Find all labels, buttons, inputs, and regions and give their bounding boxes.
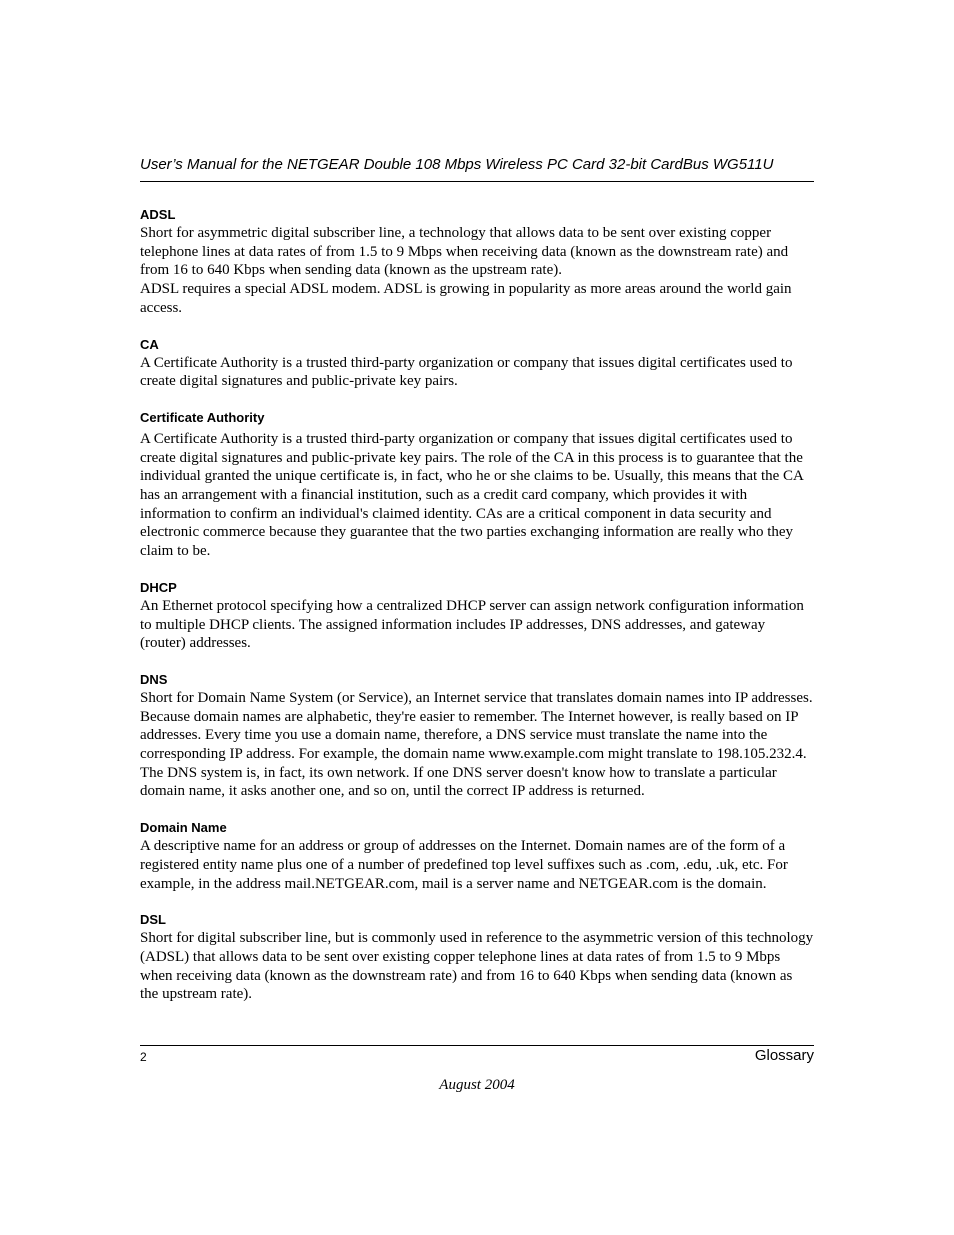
publication-date: August 2004: [439, 1077, 515, 1093]
glossary-entry-dhcp: [140, 579, 814, 653]
term-heading: ADSL: [140, 207, 176, 222]
glossary-entry-dns: [140, 671, 814, 801]
section-name: Glossary: [754, 1047, 814, 1064]
header-rule: [140, 181, 814, 182]
page-number: 2: [140, 1050, 147, 1064]
definition-paragraph: A Certificate Authority is a trusted third-party organization or company that issues digital certificates used to create digital signatures and public-private key pairs. The role of the CA in this process is to guarantee that the individual granted the unique certificate is, in fact, who he or she claims to be. Usually, this means that the CA has an arrangement with a financial institution, such as a credit card company, which provides it with information to confirm an individual's claimed identity. CAs are a critical component in data security and electronic commerce because they guarantee that the two parties exchanging information are really who they claim to be.: [140, 430, 804, 560]
term-heading: CA: [140, 336, 159, 352]
definition-paragraph: An Ethernet protocol specifying how a centralized DHCP server can assign network configuration information to multiple DHCP clients. The assigned information includes IP addresses, DNS addresses, and gateway (router) addresses.: [140, 597, 804, 652]
glossary-entry-certificate-authority: [140, 409, 814, 561]
term-heading: DSL: [140, 912, 166, 928]
definition-paragraph: A descriptive name for an address or group of addresses on the Internet. Domain names are of the form of a registered entity name plus one of a number of predefined top level suffixes such as .com, .edu, .uk, etc. For example, in the address mail.NETGEAR.com, mail is a server name and NETGEAR.com is the domain.: [140, 838, 788, 892]
term-heading: Certificate Authority: [140, 409, 265, 425]
definition-paragraph: Short for digital subscriber line, but is commonly used in reference to the asymmetric version of this technology (ADSL) that allows data to be sent over existing copper telephone lines at data rates of from 1.5 to 9 Mbps when receiving data (known as the downstream rate) and from 16 to 640 Kbps when sending data (known as the upstream rate).: [140, 930, 814, 1003]
glossary-entry-ca: [140, 336, 814, 391]
glossary-entry-adsl: [140, 206, 814, 318]
glossary-entry-dsl: [140, 911, 814, 1004]
definition-paragraph: ADSL requires a special ADSL modem. ADSL is growing in popularity as more areas around the world gain access.: [140, 281, 792, 316]
running-header: User’s Manual for the NETGEAR Double 108 Mbps Wireless PC Card 32-bit CardBus WG511U: [140, 156, 774, 173]
footer-rule: [140, 1045, 814, 1046]
term-heading: DHCP: [140, 579, 177, 595]
term-heading: DNS: [140, 671, 168, 687]
glossary-entry-domain-name: [140, 819, 814, 893]
definition-paragraph: Short for Domain Name System (or Service), an Internet service that translates domain names into IP addresses. Because domain names are alphabetic, they're easier to remember. The Internet however, is really based on IP addresses. Every time you use a domain name, therefore, a DNS service must translate the name into the corresponding IP address. For example, the domain name www.example.com might translate to 198.105.232.4. The DNS system is, in fact, its own network. If one DNS server doesn't know how to translate a particular domain name, it asks another one, and so on, until the correct IP address is returned.: [140, 689, 813, 800]
definition-paragraph: A Certificate Authority is a trusted third-party organization or company that issues digital certificates used to create digital signatures and public-private key pairs.: [140, 354, 793, 390]
term-heading: Domain Name: [140, 820, 227, 836]
glossary-body: [140, 206, 814, 1022]
definition-paragraph: Short for asymmetric digital subscriber line, a technology that allows data to be sent over existing copper telephone lines at data rates of from 1.5 to 9 Mbps when receiving data (known as the downstream rate) and from 16 to 640 Kbps when sending data (known as the upstream rate).: [140, 225, 789, 279]
